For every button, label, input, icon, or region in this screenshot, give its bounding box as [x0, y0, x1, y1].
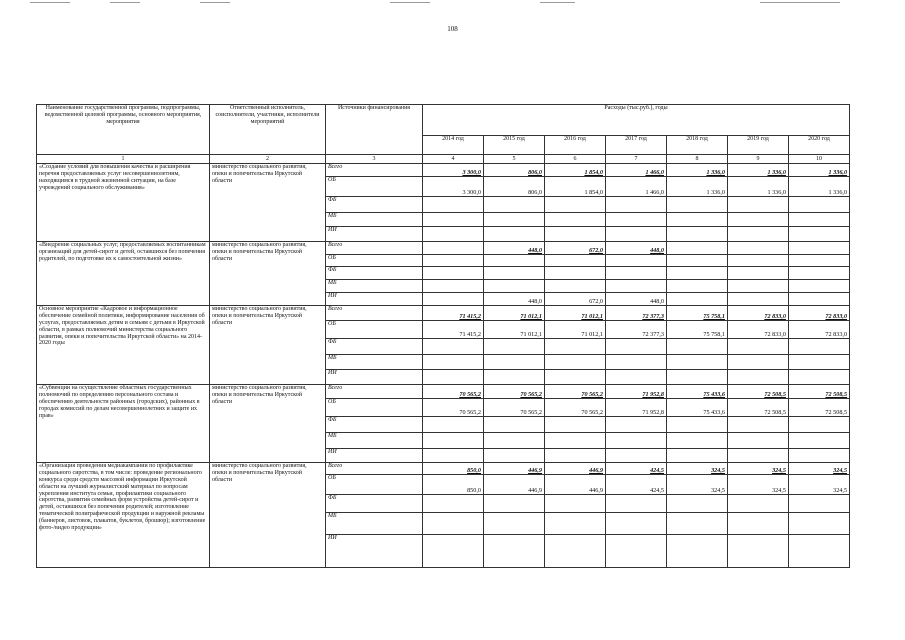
expense-value	[789, 197, 850, 213]
expense-value	[484, 280, 545, 293]
funding-source: МБ	[326, 355, 423, 370]
expense-value	[606, 449, 667, 463]
expense-value: 1 466,0	[606, 177, 667, 197]
expense-value: 72 377,3	[606, 306, 667, 321]
expense-value	[545, 255, 606, 267]
expense-value	[667, 255, 728, 267]
expense-value	[545, 280, 606, 293]
expense-value	[606, 197, 667, 213]
funding-source: ОБ	[326, 177, 423, 197]
expense-value: 72 833,0	[789, 306, 850, 321]
expense-value: 72 508,5	[789, 385, 850, 399]
funding-source: ИИ	[326, 370, 423, 385]
expense-value	[728, 513, 789, 535]
expense-value	[789, 535, 850, 568]
expense-value: 71 415,2	[423, 306, 484, 321]
expense-value	[606, 213, 667, 227]
table-row	[37, 242, 850, 255]
expense-value: 446,9	[545, 463, 606, 475]
expense-value	[423, 213, 484, 227]
expense-value	[423, 197, 484, 213]
event-executor: министерство социального развития, опеки и попечительства Иркутской области	[210, 463, 326, 568]
top-rule	[540, 2, 575, 3]
expense-value: 1 854,0	[545, 177, 606, 197]
funding-source: ОБ	[326, 321, 423, 339]
expense-value	[789, 513, 850, 535]
expense-value	[606, 535, 667, 568]
expense-value: 71 012,1	[545, 321, 606, 339]
expense-value	[789, 293, 850, 306]
funding-source: Всего	[326, 385, 423, 399]
expense-value	[789, 449, 850, 463]
expense-value	[484, 495, 545, 513]
year-header: 2017 год	[606, 136, 667, 155]
expense-value	[789, 495, 850, 513]
expense-value	[484, 227, 545, 242]
expense-value: 672,0	[545, 293, 606, 306]
expense-value: 72 508,5	[789, 399, 850, 417]
expense-value	[545, 339, 606, 355]
expense-value	[606, 433, 667, 449]
expense-value: 3 300,0	[423, 177, 484, 197]
expense-value: 70 565,2	[423, 399, 484, 417]
expense-value: 71 012,1	[545, 306, 606, 321]
header-name: Наименование государственной программы, подпрограммы, ведомственной целевой программы, основного мероприятия, мероприятия	[37, 105, 210, 155]
expense-value	[423, 355, 484, 370]
expense-value: 448,0	[484, 242, 545, 255]
expense-value	[606, 267, 667, 280]
column-number: 10	[789, 155, 850, 164]
expense-value	[545, 513, 606, 535]
expense-value: 70 565,2	[484, 399, 545, 417]
expense-value: 446,9	[484, 475, 545, 495]
expense-value	[545, 355, 606, 370]
expense-value	[484, 197, 545, 213]
expense-value	[423, 449, 484, 463]
expense-value	[667, 535, 728, 568]
year-header: 2020 год	[789, 136, 850, 155]
expense-value	[667, 213, 728, 227]
expense-value: 806,0	[484, 164, 545, 177]
expense-value	[606, 417, 667, 433]
expense-value: 324,5	[667, 475, 728, 495]
column-number: 3	[326, 155, 423, 164]
expense-value	[484, 355, 545, 370]
expense-value	[728, 242, 789, 255]
expense-value: 72 508,5	[728, 399, 789, 417]
expense-value: 71 952,8	[606, 385, 667, 399]
expense-value: 71 012,1	[484, 306, 545, 321]
expense-value: 1 336,0	[728, 177, 789, 197]
expense-value	[789, 280, 850, 293]
expense-value	[484, 417, 545, 433]
column-number: 9	[728, 155, 789, 164]
event-name: «Организация проведения медиакампании по профилактике социального сиротства, в том числе: проведение регионального конкурса среди средств массовой информации Иркутской области на лучший журналистский материал по вопросам укрепления института семьи, профилактики социального сиротства, развития семейных форм устройства детей-сирот и детей, оставшихся без попечения родителей; изготовление тематической полиграфической продукции и наружной рекламы (баннеров, листовок, плакатов, буклетов, брошюр); изготовление фото-/видео продукции»	[37, 463, 210, 568]
expense-value	[667, 355, 728, 370]
expense-value: 75 433,6	[667, 399, 728, 417]
column-number: 7	[606, 155, 667, 164]
expense-value: 324,5	[789, 475, 850, 495]
expense-value	[789, 267, 850, 280]
funding-source: МБ	[326, 433, 423, 449]
expense-value: 71 415,2	[423, 321, 484, 339]
funding-source: ИИ	[326, 535, 423, 568]
page-number: 108	[447, 25, 458, 33]
year-header: 2018 год	[667, 136, 728, 155]
expense-value	[423, 242, 484, 255]
expense-value	[484, 449, 545, 463]
expense-value: 448,0	[484, 293, 545, 306]
expense-value: 446,9	[545, 475, 606, 495]
expense-value	[667, 513, 728, 535]
expense-value	[667, 417, 728, 433]
funding-source: ФБ	[326, 417, 423, 433]
table-row	[37, 306, 850, 321]
year-header: 2016 год	[545, 136, 606, 155]
expense-value	[606, 227, 667, 242]
expense-value: 71 952,8	[606, 399, 667, 417]
expense-value	[606, 370, 667, 385]
expense-value	[667, 293, 728, 306]
expense-value	[728, 293, 789, 306]
expense-value: 72 508,5	[728, 385, 789, 399]
expense-value: 850,0	[423, 463, 484, 475]
expense-value	[606, 513, 667, 535]
top-rule	[760, 2, 840, 3]
expense-value	[545, 417, 606, 433]
header-source: Источники финансирования	[326, 105, 423, 155]
expense-value	[789, 417, 850, 433]
expense-value: 324,5	[728, 475, 789, 495]
event-executor: министерство социального развития, опеки и попечительства Иркутской области	[210, 242, 326, 306]
expense-value: 1 854,0	[545, 164, 606, 177]
expense-value	[667, 370, 728, 385]
expense-value	[423, 339, 484, 355]
column-number: 1	[37, 155, 210, 164]
expense-value	[728, 267, 789, 280]
expense-value: 70 565,2	[423, 385, 484, 399]
column-number: 4	[423, 155, 484, 164]
expense-value	[728, 339, 789, 355]
column-number: 2	[210, 155, 326, 164]
expense-value	[667, 449, 728, 463]
expense-value	[423, 255, 484, 267]
expense-value	[484, 535, 545, 568]
funding-source: Всего	[326, 242, 423, 255]
expense-value	[545, 535, 606, 568]
funding-source: ФБ	[326, 197, 423, 213]
event-name: «Внедрение социальных услуг, предоставляемых воспитанникам организаций для детей-сирот и детей, оставшихся без попечения родителей, по подготовке их к самостоятельной жизни»	[37, 242, 210, 306]
expense-value	[728, 449, 789, 463]
expenses-table	[36, 104, 850, 568]
expense-value	[545, 197, 606, 213]
funding-source: ОБ	[326, 255, 423, 267]
expense-value	[789, 339, 850, 355]
expense-value	[789, 213, 850, 227]
expense-value: 1 336,0	[789, 177, 850, 197]
expense-value	[545, 213, 606, 227]
expense-value: 324,5	[789, 463, 850, 475]
expense-value: 324,5	[728, 463, 789, 475]
expense-value	[728, 255, 789, 267]
expense-value	[423, 535, 484, 568]
expense-value: 72 833,0	[789, 321, 850, 339]
expense-value: 424,5	[606, 463, 667, 475]
table-row	[37, 463, 850, 475]
table-row	[37, 164, 850, 177]
funding-source: МБ	[326, 513, 423, 535]
expense-value: 75 758,1	[667, 321, 728, 339]
funding-source: ОБ	[326, 399, 423, 417]
expense-value	[667, 339, 728, 355]
expense-value	[789, 370, 850, 385]
expense-value	[728, 213, 789, 227]
year-header: 2015 год	[484, 136, 545, 155]
header-expenses: Расходы (тыс.руб.), годы	[423, 105, 850, 136]
expense-value	[667, 227, 728, 242]
expense-value	[606, 339, 667, 355]
event-name: «Создание условий для повышения качества и расширения перечня предоставляемых услуг несовершеннолетним, находящимся в трудной жизненной ситуации, на базе учреждений социального обслуживания»	[37, 164, 210, 242]
event-executor: министерство социального развития, опеки и попечительства Иркутской области	[210, 385, 326, 463]
expense-value	[545, 227, 606, 242]
expense-value: 1 336,0	[667, 164, 728, 177]
expense-value: 1 466,0	[606, 164, 667, 177]
expense-value: 72 833,0	[728, 306, 789, 321]
expense-value	[667, 280, 728, 293]
funding-source: ФБ	[326, 495, 423, 513]
expense-value	[423, 293, 484, 306]
top-rule	[110, 2, 140, 3]
expense-value: 70 565,2	[484, 385, 545, 399]
expense-value	[789, 355, 850, 370]
expense-value	[545, 433, 606, 449]
expense-value: 672,0	[545, 242, 606, 255]
year-header: 2014 год	[423, 136, 484, 155]
expense-value	[484, 433, 545, 449]
expense-value: 850,0	[423, 475, 484, 495]
funding-source: Всего	[326, 164, 423, 177]
expense-value	[728, 280, 789, 293]
header-executor: Ответственный исполнитель, соисполнители, участники, исполнители мероприятий	[210, 105, 326, 155]
expense-value: 75 433,6	[667, 385, 728, 399]
expense-value	[423, 433, 484, 449]
expense-value: 448,0	[606, 242, 667, 255]
expense-value	[423, 370, 484, 385]
event-executor: министерство социального развития, опеки и попечительства Иркутской области	[210, 306, 326, 385]
expense-value: 446,9	[484, 463, 545, 475]
expense-value: 1 336,0	[789, 164, 850, 177]
expense-value	[484, 255, 545, 267]
expense-value	[667, 242, 728, 255]
table-row	[37, 385, 850, 399]
expense-value	[545, 449, 606, 463]
expense-value	[728, 433, 789, 449]
column-number: 8	[667, 155, 728, 164]
funding-source: ИИ	[326, 293, 423, 306]
top-rule	[390, 2, 430, 3]
event-executor: министерство социального развития, опеки и попечительства Иркутской области	[210, 164, 326, 242]
funding-source: ИИ	[326, 227, 423, 242]
expense-value	[789, 255, 850, 267]
funding-source: МБ	[326, 280, 423, 293]
expense-value	[606, 255, 667, 267]
funding-source: Всего	[326, 463, 423, 475]
expense-value: 71 012,1	[484, 321, 545, 339]
expense-value: 806,0	[484, 177, 545, 197]
expense-value	[423, 227, 484, 242]
expense-value	[545, 267, 606, 280]
expense-value: 3 300,0	[423, 164, 484, 177]
expense-value	[606, 280, 667, 293]
expense-value	[728, 535, 789, 568]
expense-value	[728, 370, 789, 385]
expense-value	[728, 417, 789, 433]
funding-source: Всего	[326, 306, 423, 321]
expense-value: 424,5	[606, 475, 667, 495]
expense-value	[423, 417, 484, 433]
expense-value	[545, 495, 606, 513]
top-rule	[200, 2, 230, 3]
expense-value	[667, 433, 728, 449]
expense-value: 1 336,0	[728, 164, 789, 177]
funding-source: ФБ	[326, 339, 423, 355]
expense-value: 75 758,1	[667, 306, 728, 321]
funding-source: ИИ	[326, 449, 423, 463]
expense-value	[423, 513, 484, 535]
expense-value	[728, 495, 789, 513]
expense-value	[789, 227, 850, 242]
expense-value: 324,5	[667, 463, 728, 475]
expense-value: 1 336,0	[667, 177, 728, 197]
expense-value	[423, 495, 484, 513]
expense-value	[606, 355, 667, 370]
expense-value	[789, 433, 850, 449]
expense-value	[484, 513, 545, 535]
expense-value	[423, 280, 484, 293]
expense-value: 72 833,0	[728, 321, 789, 339]
event-name: Основное мероприятие «Кадровое и информационное обеспечение семейной политики, информирование населения об услугах, предоставляемых детям и семьям с детьми в Иркутской области, в рамках полномочий министерства социального развития, опеки и попечительства Иркутской области» на 2014-2020 годы	[37, 306, 210, 385]
expense-value	[545, 370, 606, 385]
year-header: 2019 год	[728, 136, 789, 155]
expense-value	[484, 213, 545, 227]
event-name: «Субвенции на осуществление областных государственных полномочий по определению персонального состава и обеспечению деятельности районных (городских), районных в городах комиссий по делам несовершеннолетних и защите их прав»	[37, 385, 210, 463]
expense-value	[667, 495, 728, 513]
expense-value	[789, 242, 850, 255]
expense-value	[606, 495, 667, 513]
expense-value: 70 565,2	[545, 399, 606, 417]
column-number: 6	[545, 155, 606, 164]
expense-value	[484, 267, 545, 280]
expense-value	[728, 197, 789, 213]
expense-value	[484, 339, 545, 355]
expense-value: 448,0	[606, 293, 667, 306]
funding-source: ОБ	[326, 475, 423, 495]
expense-value	[728, 355, 789, 370]
column-number: 5	[484, 155, 545, 164]
expense-value	[667, 197, 728, 213]
expense-value	[423, 267, 484, 280]
funding-source: ФБ	[326, 267, 423, 280]
expense-value	[667, 267, 728, 280]
expense-value	[728, 227, 789, 242]
expense-value	[484, 370, 545, 385]
top-rule	[30, 2, 70, 3]
expense-value: 72 377,3	[606, 321, 667, 339]
funding-source: МБ	[326, 213, 423, 227]
expense-value: 70 565,2	[545, 385, 606, 399]
